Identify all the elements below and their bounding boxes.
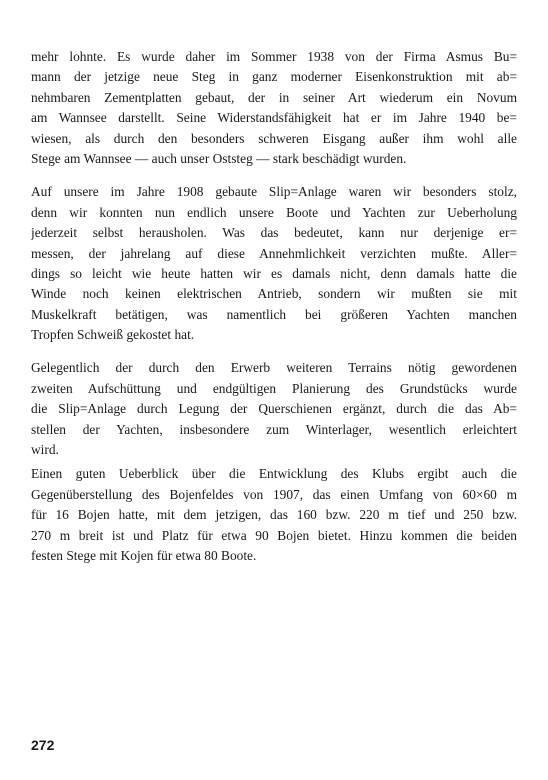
text-line: Auf unsere im Jahre 1908 gebaute Slip=Anlage waren wir besonders stolz, xyxy=(31,184,517,200)
text-line: Stege am Wannsee — auch unser Oststeg — stark beschädigt wurden. xyxy=(31,150,407,166)
text-line: denn wir konnten nun endlich unsere Boote und Yachten zur Ueberholung xyxy=(31,204,517,220)
text-line: messen, der jahrelang auf diese Annehmlichkeit verzichten mußte. Aller= xyxy=(31,245,517,261)
text-line: festen Stege mit Kojen für etwa 80 Boote. xyxy=(31,547,257,563)
document-page xyxy=(31,47,517,566)
text-line: Tropfen Schweiß gekostet hat. xyxy=(31,327,195,343)
paragraph-slip-anlage xyxy=(31,182,517,345)
text-line: nehmbaren Zementplatten gebaut, der in seiner Art wiederum ein Novum xyxy=(31,89,517,105)
text-line: Einen guten Ueberblick über die Entwicklung des Klubs ergibt auch die xyxy=(31,466,517,482)
text-line: die Slip=Anlage durch Legung der Querschienen ergänzt, durch die das Ab= xyxy=(31,401,517,417)
page-number: 272 xyxy=(31,737,55,753)
text-line: dings so leicht wie heute hatten wir es damals nicht, denn damals hatte die xyxy=(31,265,517,281)
text-line: Gelegentlich der durch den Erwerb weiteren Terrains nötig gewordenen xyxy=(31,360,517,376)
paragraph-steg xyxy=(31,47,517,169)
text-line: stellen der Yachten, insbesondere zum Winterlager, wesentlich erleichtert xyxy=(31,421,517,437)
text-line: Muskelkraft betätigen, was namentlich bei größeren Yachten manchen xyxy=(31,306,517,322)
text-line: Winde noch keinen elektrischen Antrieb, sondern wir mußten sie mit xyxy=(31,286,517,302)
text-line: wird. xyxy=(31,442,59,458)
text-line: wiesen, als durch den besonders schweren Eisgang außer ihm wohl alle xyxy=(31,130,517,146)
paragraph-bojenfeld xyxy=(31,464,517,566)
text-line: für 16 Bojen hatte, mit dem jetzigen, das 160 bzw. 220 m tief und 250 bzw. xyxy=(31,507,517,523)
text-line: Gegenüberstellung des Bojenfeldes von 1907, das einen Umfang von 60×60 m xyxy=(31,486,517,502)
text-line: jederzeit selbst herausholen. Was das bedeutet, kann nur derjenige er= xyxy=(31,225,517,241)
text-line: am Wannsee darstellt. Seine Widerstandsfähigkeit hat er im Jahre 1940 be= xyxy=(31,110,517,126)
text-line: 270 m breit ist und Platz für etwa 90 Bojen bietet. Hinzu kommen die beiden xyxy=(31,527,517,543)
text-line: zweiten Aufschüttung und endgültigen Planierung des Grundstücks wurde xyxy=(31,380,517,396)
text-line: mann der jetzige neue Steg in ganz moderner Eisenkonstruktion mit ab= xyxy=(31,69,517,85)
paragraph-querschienen xyxy=(31,358,517,460)
text-line: mehr lohnte. Es wurde daher im Sommer 1938 von der Firma Asmus Bu= xyxy=(31,49,517,64)
